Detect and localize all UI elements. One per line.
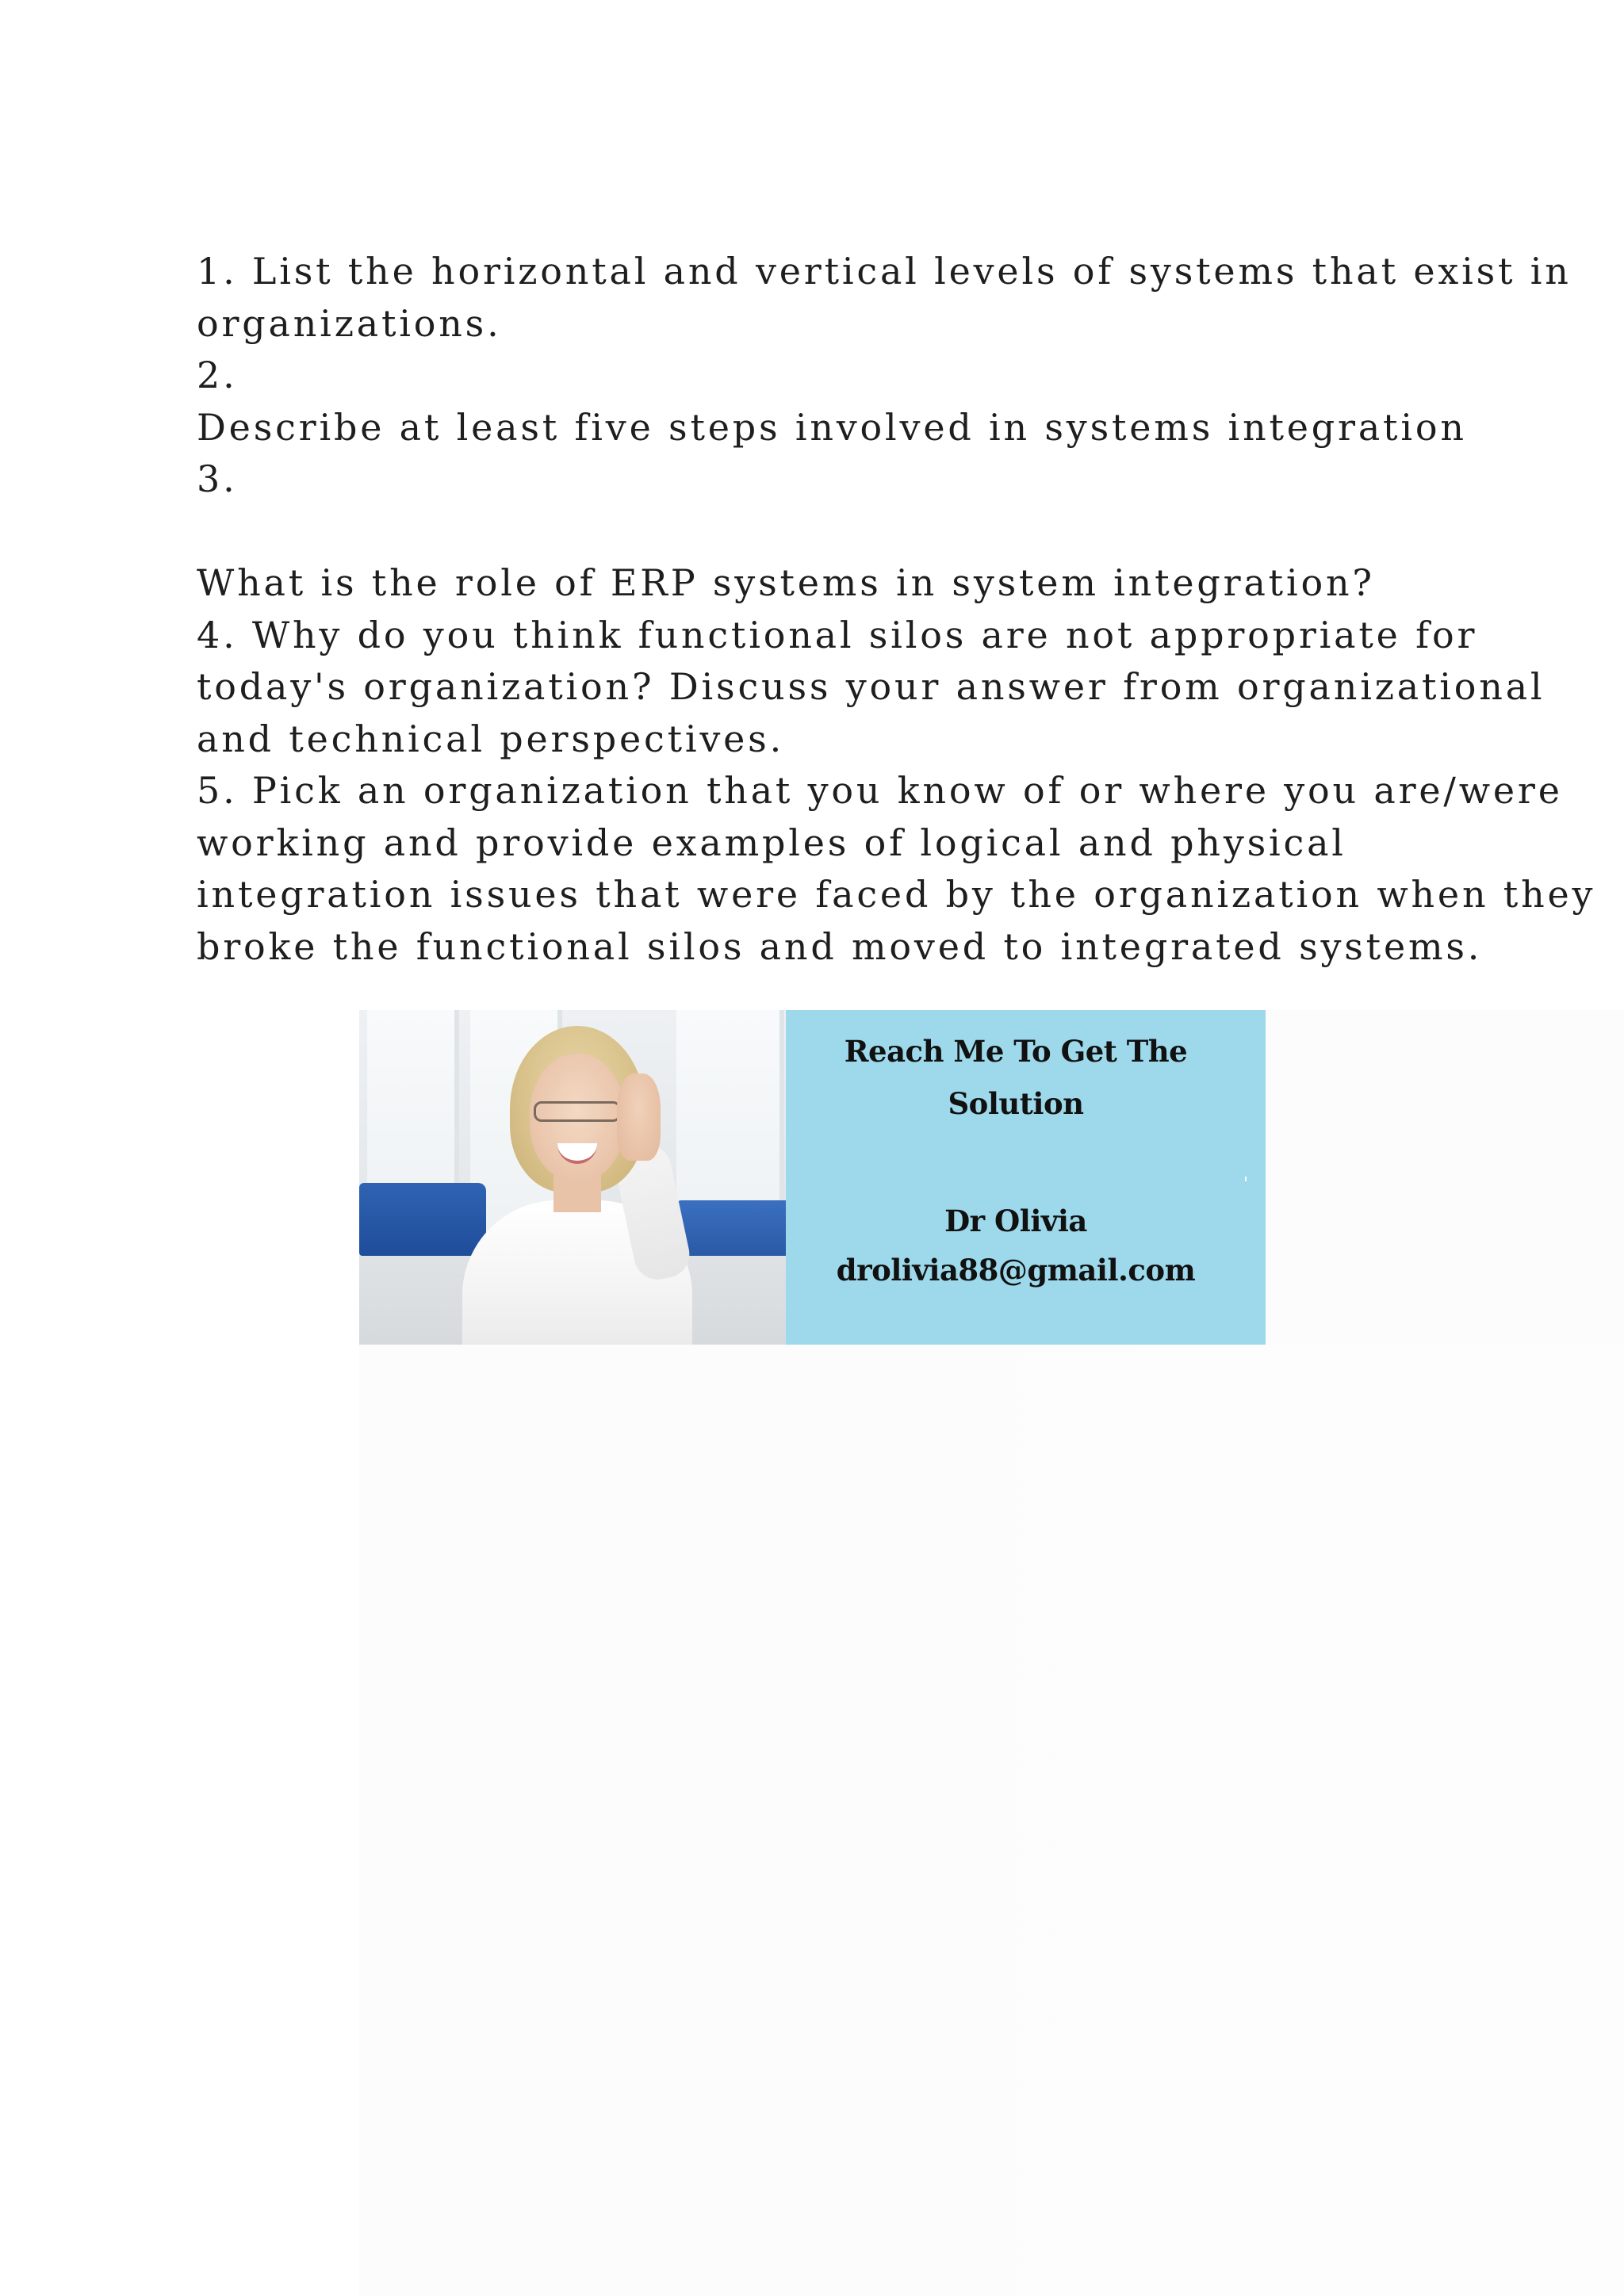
text-line: 4. Why do you think functional silos are not appropriate for	[197, 613, 1478, 656]
banner-headline-2: Solution	[948, 1086, 1084, 1121]
text-line: integration issues that were faced by the organization when they	[197, 873, 1596, 916]
woman-with-glasses-photo	[359, 1010, 786, 1345]
hand-on-glasses	[617, 1073, 661, 1161]
text-line: 1. List the horizontal and vertical levels of systems that exist in	[197, 250, 1572, 293]
text-line: today's organization? Discuss your answer from organizational	[197, 665, 1545, 708]
contact-banner	[359, 1010, 1266, 1345]
question-text-block	[197, 246, 1596, 973]
text-line: What is the role of ERP systems in system integration?	[197, 561, 1375, 604]
contact-email[interactable]: drolivia88@gmail.com	[836, 1253, 1196, 1288]
text-line: organizations.	[197, 301, 502, 345]
text-line: 2.	[197, 354, 238, 396]
text-line: 3.	[197, 457, 238, 500]
smiling-woman	[446, 1026, 708, 1345]
contact-name: Dr Olivia	[944, 1203, 1087, 1238]
page-shade-band	[359, 1345, 1624, 2296]
banner-headline: Reach Me To Get The	[844, 1034, 1188, 1069]
text-line: 5. Pick an organization that you know of or where you are/were	[197, 769, 1563, 812]
text-line: and technical perspectives.	[197, 717, 785, 760]
blank-line	[197, 506, 1465, 558]
glasses-icon	[534, 1101, 621, 1122]
page-shade-edge	[1266, 1010, 1624, 1345]
text-line: Describe at least five steps involved in systems integration	[197, 405, 1467, 449]
text-line: working and provide examples of logical and physical	[197, 821, 1346, 864]
decorative-dot	[1245, 1177, 1247, 1181]
contact-panel	[786, 1010, 1266, 1345]
text-line: broke the functional silos and moved to integrated systems.	[197, 924, 1483, 968]
